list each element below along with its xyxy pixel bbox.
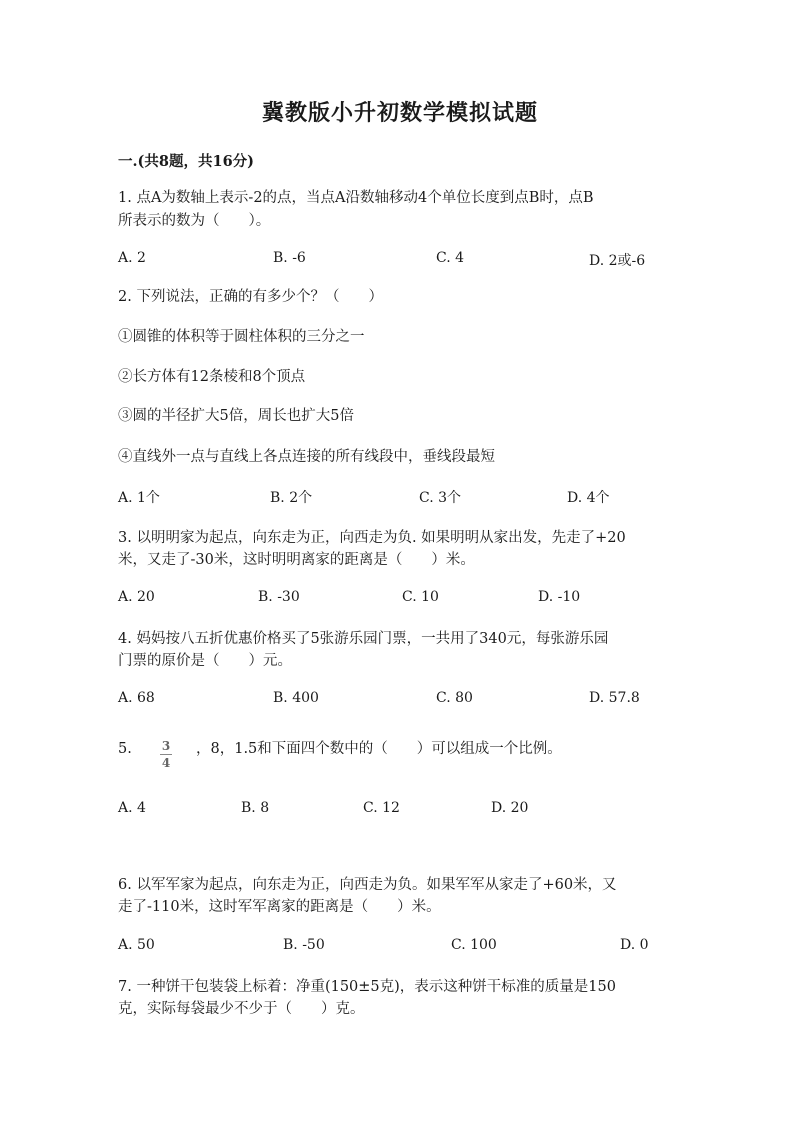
q1-text-line2: 所表示的数为（ ）。 xyxy=(118,213,271,229)
q4-option-b: B. 400 xyxy=(273,690,319,706)
page-title: 冀教版小升初数学模拟试题 xyxy=(261,100,538,126)
q5-number: 5. xyxy=(118,741,132,757)
q3-option-a: A. 20 xyxy=(118,589,155,605)
q6-text-line2: 走了-110米，这时军军离家的距离是（ ）米。 xyxy=(118,899,441,915)
q4-text-line2: 门票的原价是（ ）元。 xyxy=(118,653,292,669)
q5-option-d: D. 20 xyxy=(491,800,529,816)
q5-text: ，8，1.5和下面四个数中的（ ）可以组成一个比例。 xyxy=(196,741,562,757)
q7-text-line2: 克，实际每袋最少不少于（ ）克。 xyxy=(118,1001,365,1017)
q6-option-b: B. -50 xyxy=(283,937,325,953)
q2-option-c: C. 3个 xyxy=(419,490,462,506)
q2-statement-4: ④直线外一点与直线上各点连接的所有线段中，垂线段最短 xyxy=(118,449,495,465)
section-heading: 一.(共8题，共16分) xyxy=(118,153,255,170)
q4-text-line1: 4. 妈妈按八五折优惠价格买了5张游乐园门票，一共用了340元，每张游乐园 xyxy=(118,631,609,647)
q7-text-line1: 7. 一种饼干包装袋上标着：净重(150±5克)，表示这种饼干标准的质量是150 xyxy=(118,979,616,995)
q6-option-d: D. 0 xyxy=(620,937,649,953)
q1-option-d: D. 2或-6 xyxy=(589,253,646,269)
q2-option-b: B. 2个 xyxy=(270,490,313,506)
q3-option-b: B. -30 xyxy=(258,589,300,605)
q2-stem: 2. 下列说法，正确的有多少个？（ ） xyxy=(118,289,383,305)
q1-option-c: C. 4 xyxy=(436,250,465,266)
fraction-denominator: 4 xyxy=(161,756,171,770)
q2-option-d: D. 4个 xyxy=(567,490,610,506)
q1-text-line1: 1. 点A为数轴上表示-2的点，当点A沿数轴移动4个单位长度到点B时，点B xyxy=(118,190,594,206)
q6-option-a: A. 50 xyxy=(118,937,155,953)
fraction-numerator: 3 xyxy=(161,739,171,753)
fraction-bar xyxy=(160,754,172,755)
q3-option-d: D. -10 xyxy=(538,589,581,605)
q2-statement-3: ③圆的半径扩大5倍，周长也扩大5倍 xyxy=(118,408,354,424)
q6-text-line1: 6. 以军军家为起点，向东走为正，向西走为负。如果军军从家走了+60米，又 xyxy=(118,877,617,893)
q2-option-a: A. 1个 xyxy=(118,490,160,506)
q3-text-line1: 3. 以明明家为起点，向东走为正，向西走为负. 如果明明从家出发，先走了+20 xyxy=(118,530,626,546)
q4-option-c: C. 80 xyxy=(436,690,473,706)
q5-option-b: B. 8 xyxy=(241,800,270,816)
q5-option-c: C. 12 xyxy=(363,800,400,816)
q4-option-d: D. 57.8 xyxy=(589,690,640,706)
q6-option-c: C. 100 xyxy=(451,937,497,953)
q4-option-a: A. 68 xyxy=(118,690,155,706)
q5-fraction xyxy=(160,735,172,770)
q2-statement-1: ①圆锥的体积等于圆柱体积的三分之一 xyxy=(118,329,365,345)
q5-option-a: A. 4 xyxy=(118,800,146,816)
q3-text-line2: 米，又走了-30米，这时明明离家的距离是（ ）米。 xyxy=(118,552,475,568)
q2-statement-2: ②长方体有12条棱和8个顶点 xyxy=(118,369,306,385)
q3-option-c: C. 10 xyxy=(402,589,439,605)
q1-option-a: A. 2 xyxy=(118,250,146,266)
q1-option-b: B. -6 xyxy=(273,250,306,266)
